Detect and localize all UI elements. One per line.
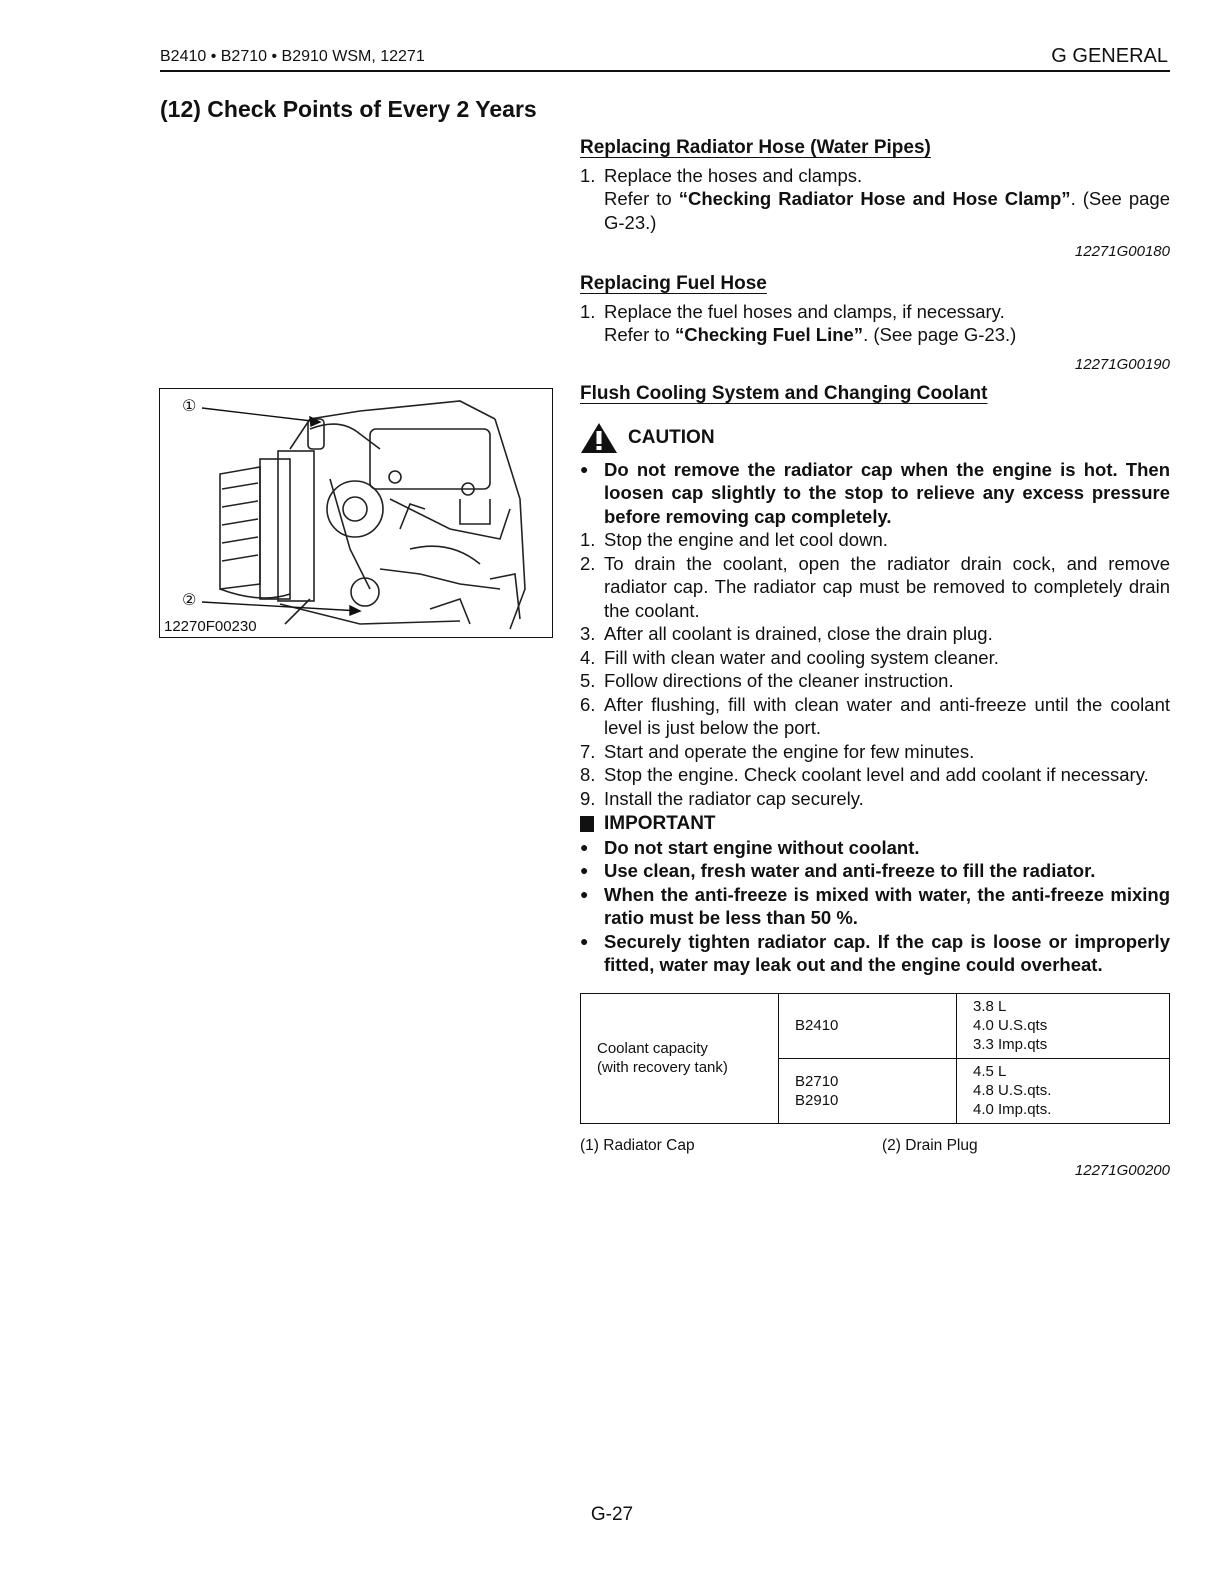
step-text: Stop the engine. Check coolant level and add coolant if necessary.	[604, 764, 1149, 785]
step-number: 4.	[580, 646, 596, 668]
square-icon	[580, 816, 594, 832]
list-item	[580, 458, 1170, 529]
list-item	[580, 930, 1170, 977]
step-text: Replace the hoses and clamps.	[604, 164, 863, 186]
bullet-icon: ●	[580, 885, 589, 902]
important-text: Use clean, fresh water and anti-freeze to fill the radiator.	[604, 860, 1096, 881]
important-text: Do not start engine without coolant.	[604, 836, 920, 858]
callout-radiator-cap: ①	[182, 398, 197, 415]
step-text: Follow directions of the cleaner instruction.	[604, 670, 954, 691]
engine-illustration	[160, 389, 552, 637]
refer-text: Refer to “Checking Fuel Line”. (See page G-23.)	[604, 324, 1017, 345]
step-text: After all coolant is drained, close the drain plug.	[604, 623, 993, 644]
list-item	[580, 646, 1170, 670]
step-text: To drain the coolant, open the radiator drain cock, and remove radiator cap. The radiator cap must be removed to completely drain the coolant.	[604, 552, 1170, 621]
section-heading: Replacing Radiator Hose (Water Pipes)	[580, 137, 931, 158]
reference-code: 12271G00200	[1074, 1162, 1170, 1179]
list-item	[580, 187, 1170, 234]
list-item	[580, 622, 1170, 646]
step-number: 5.	[580, 670, 596, 691]
bullet-icon: ●	[580, 460, 589, 477]
caution-row	[580, 422, 1170, 454]
caution-label: CAUTION	[628, 426, 715, 448]
section-fuel-hose	[580, 272, 1170, 376]
caption-drain-plug: (2) Drain Plug	[882, 1136, 978, 1154]
step-number: 6.	[580, 693, 596, 715]
step-number: 1.	[580, 529, 596, 550]
bullet-icon: ●	[580, 932, 589, 949]
list-item	[580, 859, 1170, 883]
important-text: When the anti-freeze is mixed with water, the anti-freeze mixing ratio must be less than 50 %.	[604, 883, 1170, 928]
callout-drain-plug: ②	[182, 592, 197, 609]
step-number: 1.	[580, 164, 596, 186]
step-number: 3.	[580, 623, 596, 644]
table-value-cell: 4.5 L 4.8 U.S.qts. 4.0 Imp.qts.	[957, 1058, 1170, 1123]
warning-icon	[580, 422, 618, 454]
header-section: G GENERAL	[1051, 45, 1168, 67]
step-text: Fill with clean water and cooling system cleaner.	[604, 646, 999, 668]
list-item	[580, 836, 1170, 860]
reference-code: 12271G00190	[1074, 355, 1170, 373]
list-item	[580, 740, 1170, 764]
step-text: Replace the fuel hoses and clamps, if necessary.	[604, 300, 1005, 322]
step-text: After flushing, fill with clean water and anti-freeze until the coolant level is just below the port.	[604, 693, 1170, 738]
list-item	[580, 164, 1170, 188]
caption-radiator-cap: (1) Radiator Cap	[580, 1136, 695, 1154]
list-item	[580, 883, 1170, 930]
caution-text: Do not remove the radiator cap when the engine is hot. Then loosen cap slightly to the stop to relieve any excess pressure before removing cap completely.	[604, 458, 1170, 527]
section-flush-cooling	[580, 382, 1170, 1183]
step-number: 2.	[580, 552, 596, 574]
reference-code: 12271G00180	[1074, 243, 1170, 260]
list-item	[580, 693, 1170, 740]
bullet-icon: ●	[580, 862, 589, 878]
figure-captions	[580, 1134, 1170, 1158]
list-item	[580, 300, 1170, 324]
list-item	[580, 528, 1170, 552]
engine-figure	[159, 388, 553, 638]
step-text: Start and operate the engine for few minutes.	[604, 740, 975, 762]
refer-text: Refer to “Checking Radiator Hose and Hose Clamp”. (See page G-23.)	[604, 188, 1170, 233]
page-title: (12) Check Points of Every 2 Years	[160, 96, 537, 122]
step-number: 9.	[580, 787, 596, 809]
important-row	[580, 812, 1170, 836]
header-doc-id: B2410 • B2710 • B2910 WSM, 12271	[160, 48, 425, 65]
table-model-cell: B2410	[779, 993, 957, 1058]
step-number: 7.	[580, 740, 596, 762]
important-label: IMPORTANT	[604, 813, 716, 834]
step-text: Install the radiator cap securely.	[604, 787, 864, 809]
table-label-cell: Coolant capacity (with recovery tank)	[581, 993, 779, 1123]
header-rule	[160, 70, 1170, 72]
section-radiator-hose	[580, 136, 1170, 264]
step-text: Stop the engine and let cool down.	[604, 529, 888, 550]
list-item	[580, 787, 1170, 811]
list-item	[580, 552, 1170, 623]
list-item	[580, 763, 1170, 787]
coolant-capacity-table	[580, 993, 1170, 1124]
bullet-icon: ●	[580, 838, 589, 855]
step-number: 1.	[580, 300, 596, 322]
section-heading: Replacing Fuel Hose	[580, 273, 767, 294]
figure-id: 12270F00230	[164, 618, 257, 635]
important-text: Securely tighten radiator cap. If the cap is loose or improperly fitted, water may leak out and the engine could overheat.	[604, 930, 1170, 975]
step-number: 8.	[580, 764, 596, 785]
list-item	[580, 669, 1170, 693]
table-value-cell: 3.8 L 4.0 U.S.qts 3.3 Imp.qts	[957, 993, 1170, 1058]
table-model-cell: B2710 B2910	[779, 1058, 957, 1123]
list-item	[580, 323, 1170, 347]
section-heading: Flush Cooling System and Changing Coolant	[580, 383, 988, 404]
page-number: G-27	[590, 1504, 634, 1525]
